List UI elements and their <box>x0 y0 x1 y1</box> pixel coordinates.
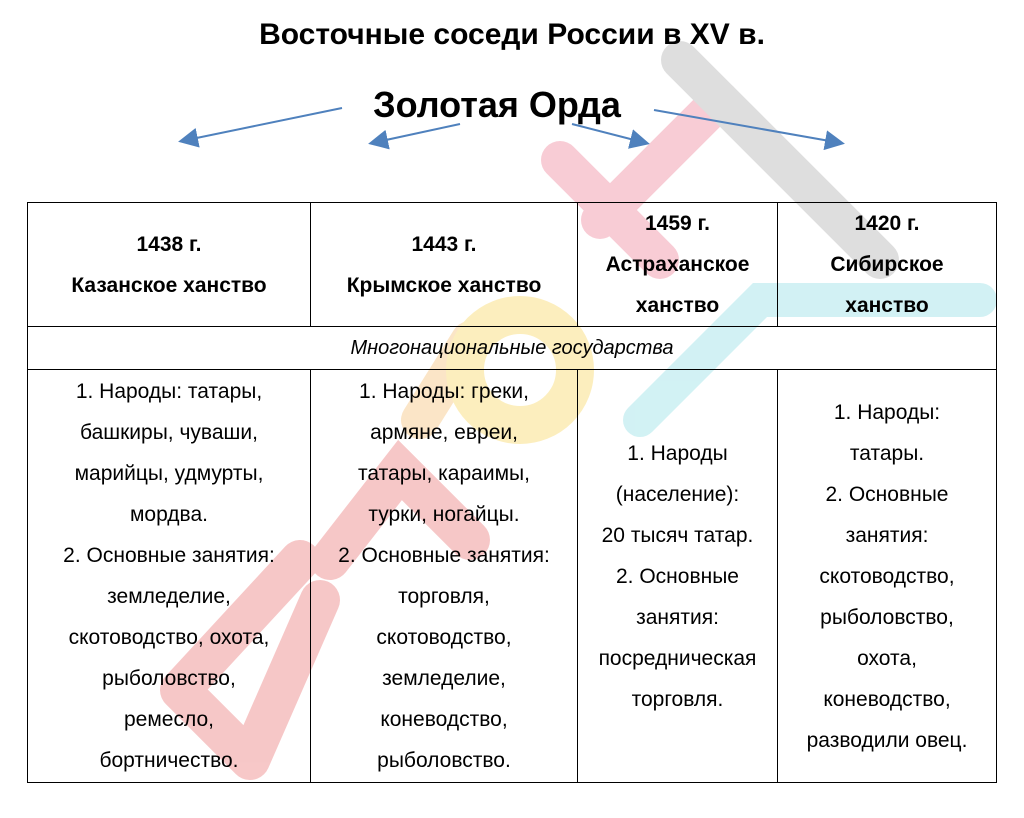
body-line: татары. <box>849 441 925 465</box>
khanate-name: Сибирское <box>830 253 944 276</box>
body-line: бортничество. <box>99 749 239 772</box>
year-label: 1443 г. <box>411 232 477 256</box>
body-line: занятия: <box>636 605 719 629</box>
body-line: 1. Народы <box>627 441 728 465</box>
khanate-name: Астраханское <box>605 253 750 276</box>
header-cell-astrakhan <box>578 203 778 327</box>
year-label: 1438 г. <box>136 232 202 256</box>
body-line: ремесло, <box>124 708 214 731</box>
body-line: рыболовство, <box>102 667 236 690</box>
body-line: 1. Народы: татары, <box>75 380 263 403</box>
body-line: разводили овец. <box>806 728 968 752</box>
body-cell-crimea <box>311 370 578 783</box>
header-cell-kazan <box>28 203 311 327</box>
body-cell-astrakhan <box>578 370 778 783</box>
body-line: мордва. <box>129 503 208 526</box>
arrow-astrakhan <box>572 124 646 143</box>
body-line: рыболовство. <box>377 749 511 772</box>
body-line: торговля, <box>398 585 490 608</box>
khanate-name: ханство <box>845 294 929 317</box>
body-line: 1. Народы: <box>833 400 941 424</box>
body-line: башкиры, чуваши, <box>80 421 258 444</box>
subtitle-row <box>28 327 997 370</box>
body-cell-kazan <box>28 370 311 783</box>
body-line: рыболовство, <box>820 605 954 629</box>
table-body-row <box>28 370 997 783</box>
body-line: торговля. <box>631 687 724 711</box>
body-line: скотоводство, <box>819 564 955 588</box>
body-line: земледелие, <box>382 667 506 690</box>
khanates-table <box>27 202 997 783</box>
body-line: 2. Основные <box>616 564 739 588</box>
body-line: 20 тысяч татар. <box>601 523 754 547</box>
year-label: 1459 г. <box>644 212 711 235</box>
body-line: охота, <box>857 646 917 670</box>
body-line: армяне, евреи, <box>370 421 518 444</box>
year-label: 1420 г. <box>854 212 920 235</box>
header-cell-sibir <box>778 203 997 327</box>
body-line: скотоводство, <box>376 626 512 649</box>
body-line: 2. Основные <box>825 482 949 506</box>
khanate-name: Крымское ханство <box>346 273 542 297</box>
body-line: занятия: <box>845 523 929 547</box>
khanate-name: Казанское ханство <box>71 273 267 297</box>
body-line: посредническая <box>598 646 757 670</box>
body-line: коневодство, <box>823 687 951 711</box>
page-title: Восточные соседи России в XV в. <box>259 18 765 51</box>
body-cell-sibir <box>778 370 997 783</box>
body-line: (население): <box>615 482 740 506</box>
khanate-name: ханство <box>635 294 720 317</box>
body-line: земледелие, <box>107 585 231 608</box>
table-header-row <box>28 203 997 327</box>
header-cell-crimea <box>311 203 578 327</box>
multinational-states-label: Многонациональные государства <box>28 327 997 370</box>
body-line: татары, караимы, <box>358 462 530 485</box>
body-line: турки, ногайцы. <box>368 503 520 526</box>
golden-horde-title: Золотая Орда <box>373 84 621 125</box>
body-line: марийцы, удмурты, <box>74 462 264 485</box>
body-line: 1. Народы: греки, <box>359 380 529 403</box>
body-line: скотоводство, охота, <box>68 626 270 649</box>
arrow-crimea <box>372 124 460 143</box>
body-line: коневодство, <box>380 708 508 731</box>
body-line: 2. Основные занятия: <box>338 544 550 567</box>
body-line: 2. Основные занятия: <box>63 544 275 567</box>
